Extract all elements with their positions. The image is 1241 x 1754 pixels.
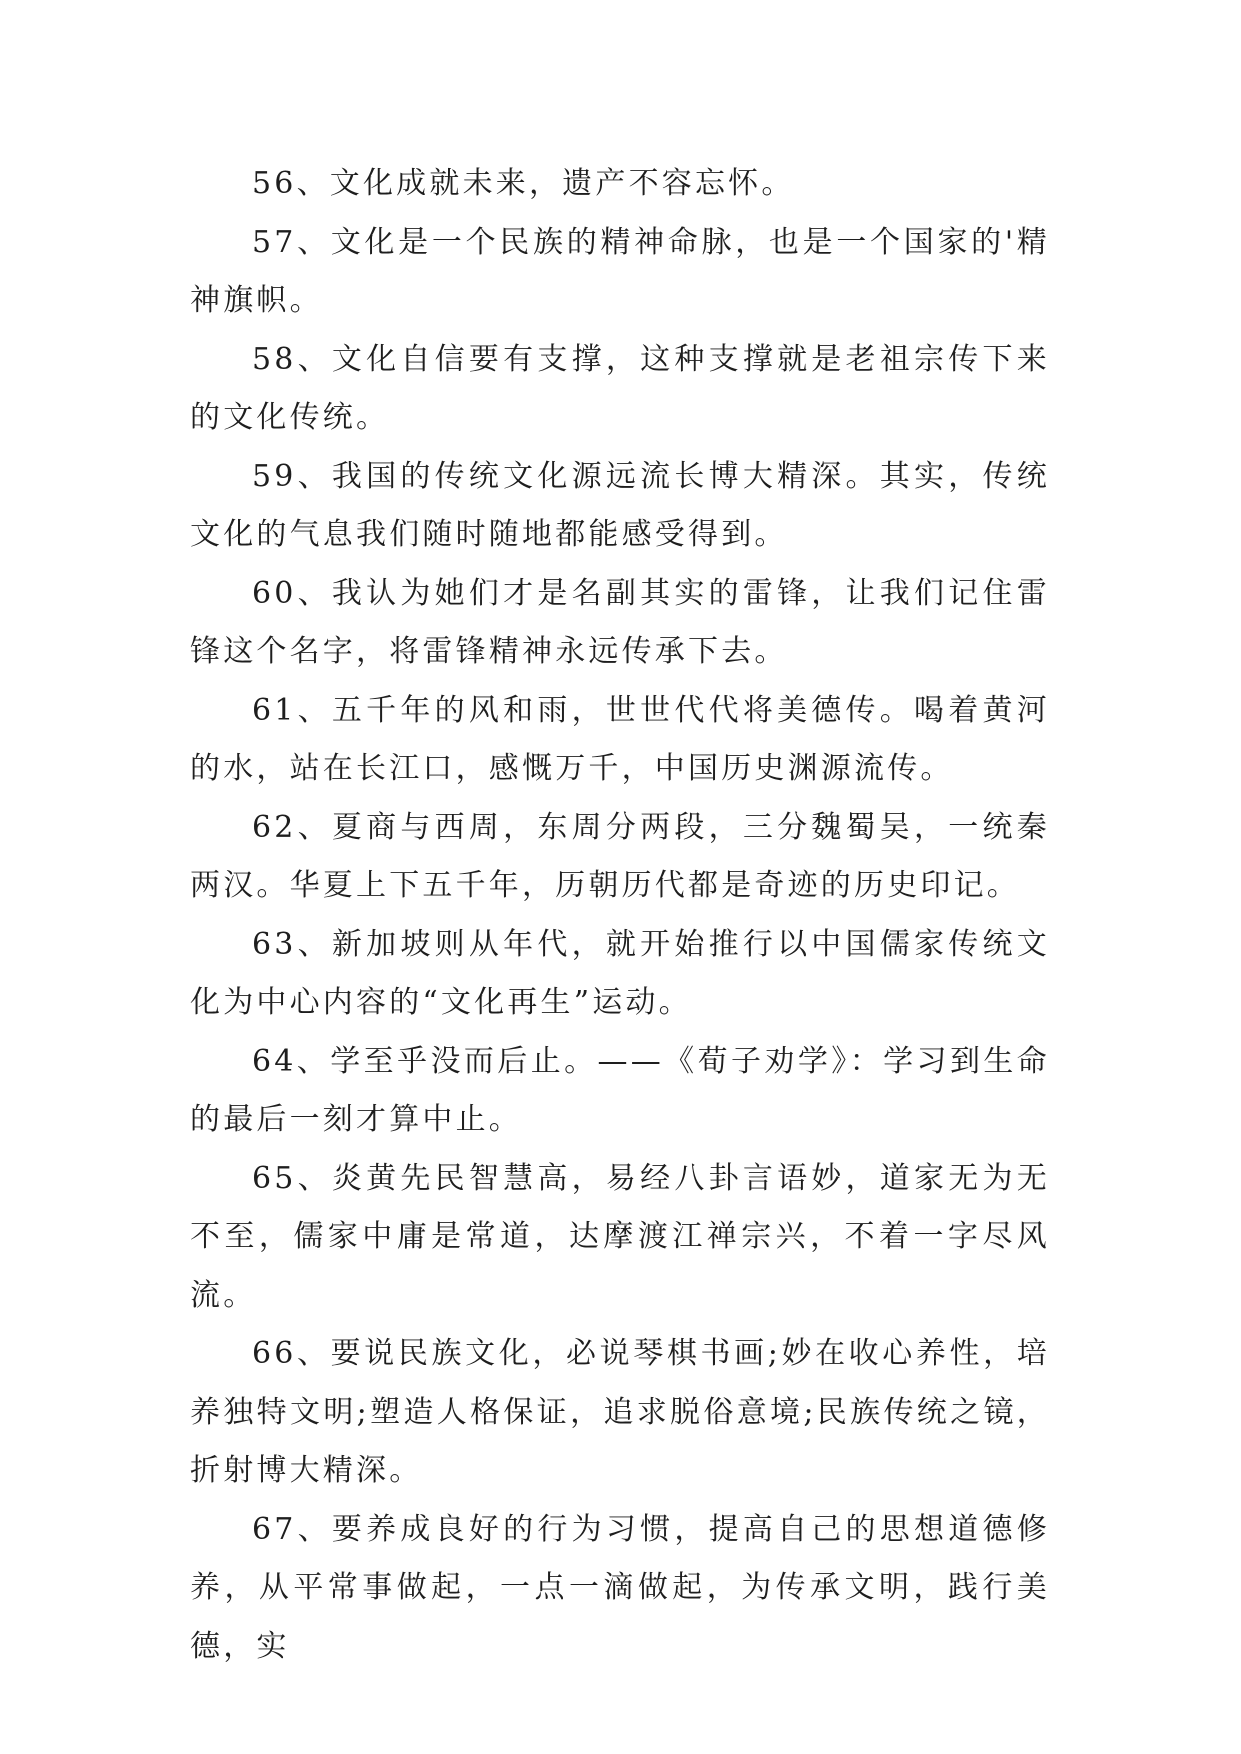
document-body [190,155,1050,1676]
paragraph-67: 67、要养成良好的行为习惯，提高自己的思想道德修养，从平常事做起，一点一滴做起，为传承文明，践行美德，实 [190,1511,1050,1664]
paragraph-65: 65、炎黄先民智慧高，易经八卦言语妙，道家无为无不至，儒家中庸是常道，达摩渡江禅宗兴，不着一字尽风流。 [190,1160,1050,1313]
paragraph-56: 56、文化成就未来，遗产不容忘怀。 [252,166,795,201]
paragraph-59: 59、我国的传统文化源远流长博大精深。其实，传统文化的气息我们随时随地都能感受得到。 [190,458,1050,552]
paragraph-61: 61、五千年的风和雨，世世代代将美德传。喝着黄河的水，站在长江口，感慨万千，中国历史渊源流传。 [190,692,1050,786]
paragraph-62: 62、夏商与西周，东周分两段，三分魏蜀吴，一统秦两汉。华夏上下五千年，历朝历代都是奇迹的历史印记。 [190,809,1050,903]
paragraph-60: 60、我认为她们才是名副其实的雷锋，让我们记住雷锋这个名字，将雷锋精神永远传承下去。 [190,575,1050,669]
paragraph-58: 58、文化自信要有支撑，这种支撑就是老祖宗传下来的文化传统。 [190,341,1050,435]
paragraph-57: 57、文化是一个民族的精神命脉，也是一个国家的'精神旗帜。 [190,224,1050,318]
paragraph-63: 63、新加坡则从年代，就开始推行以中国儒家传统文化为中心内容的“文化再生”运动。 [190,926,1050,1020]
paragraph-66: 66、要说民族文化，必说琴棋书画;妙在收心养性，培养独特文明;塑造人格保证，追求脱俗意境;民族传统之镜，折射博大精深。 [190,1336,1050,1488]
paragraph-64: 64、学至乎没而后止。——《荀子劝学》：学习到生命的最后一刻才算中止。 [190,1043,1050,1137]
